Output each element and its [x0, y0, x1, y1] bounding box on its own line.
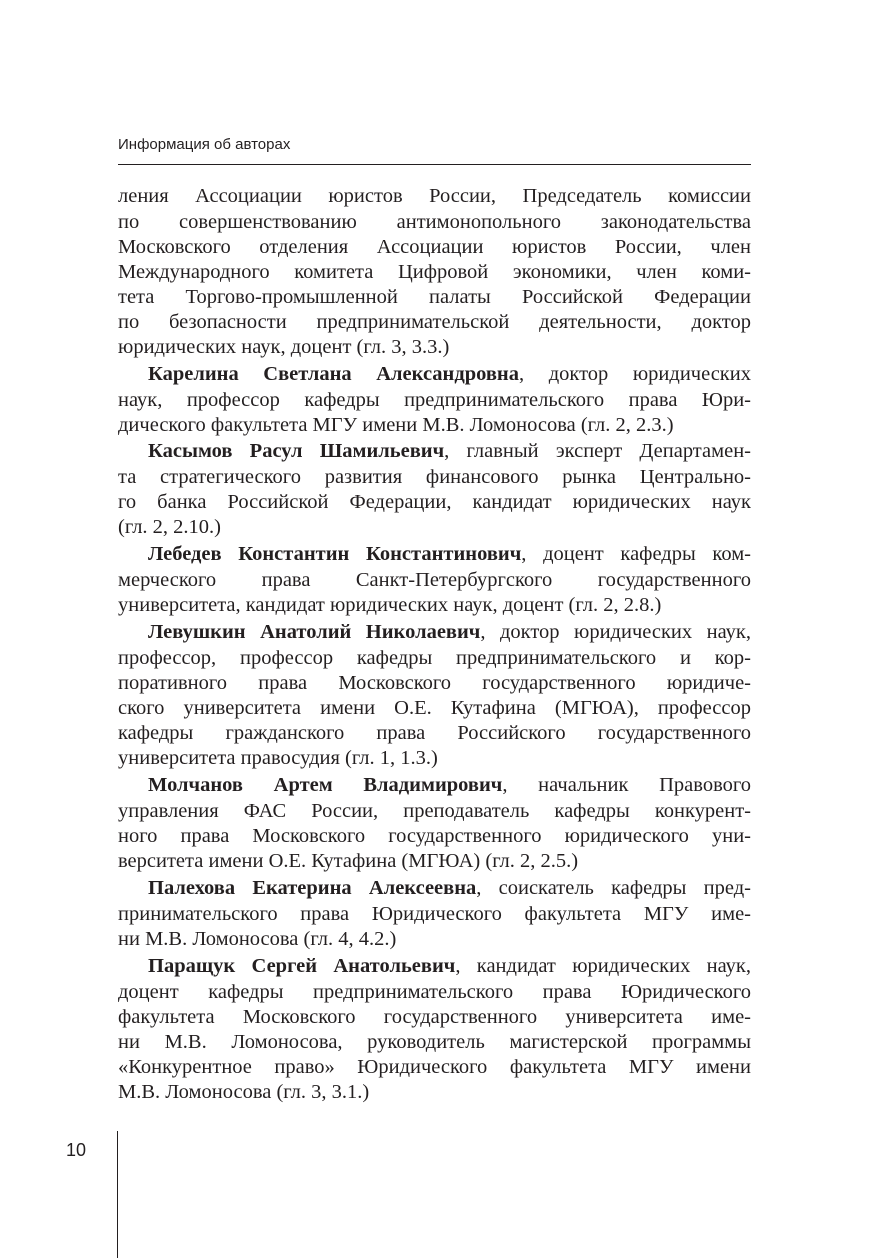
- text-line: поративного права Московского государственного юридиче-: [118, 672, 751, 694]
- author-entry-first-line: Паращук Сергей Анатольевич, кандидат юридических наук,: [148, 955, 752, 977]
- text-line: ского университета имени О.Е. Кутафина (МГЮА), профессор: [118, 697, 751, 719]
- text-line: принимательского права Юридического факультета МГУ име-: [118, 903, 751, 925]
- author-name: Паращук Сергей Анатольевич: [148, 955, 456, 977]
- running-header: Информация об авторах: [118, 136, 291, 153]
- text-line: наук, профессор кафедры предпринимательского права Юри-: [118, 389, 751, 411]
- author-entry-first-line: Карелина Светлана Александровна, доктор юридических: [148, 363, 751, 385]
- text-line: ни М.В. Ломоносова (гл. 4, 4.2.): [118, 928, 397, 950]
- text-line: (гл. 2, 2.10.): [118, 516, 222, 538]
- text-line: доцент кафедры предпринимательского права Юридического: [118, 981, 751, 1003]
- margin-rule: [117, 1131, 118, 1258]
- text-line: «Конкурентное право» Юридического факультета МГУ имени: [118, 1056, 751, 1078]
- text-line: тета Торгово-промышленной палаты Российской Федерации: [118, 286, 751, 308]
- text-line: профессор, профессор кафедры предпринимательского и кор-: [118, 647, 751, 669]
- text-line: кафедры гражданского права Российского государственного: [118, 722, 751, 744]
- text-line: Международного комитета Цифровой экономики, член коми-: [118, 261, 751, 283]
- text-line: ного права Московского государственного юридического уни-: [118, 825, 751, 847]
- text-line: факультета Московского государственного университета име-: [118, 1006, 751, 1028]
- page-number: 10: [66, 1140, 87, 1160]
- text-line: юридических наук, доцент (гл. 3, 3.3.): [118, 336, 450, 358]
- text-line: мерческого права Санкт-Петербургского государственного: [118, 569, 751, 591]
- text-line: М.В. Ломоносова (гл. 3, 3.1.): [118, 1081, 370, 1103]
- text-line: по совершенствованию антимонопольного законодательства: [118, 211, 751, 233]
- author-name: Лебедев Константин Константинович: [148, 543, 522, 565]
- text-line: ления Ассоциации юристов России, Председатель комиссии: [118, 185, 751, 207]
- header-rule: [118, 164, 751, 165]
- author-name: Левушкин Анатолий Николаевич: [148, 621, 481, 643]
- text-line: дического факультета МГУ имени М.В. Ломоносова (гл. 2, 2.3.): [118, 414, 674, 436]
- author-name: Молчанов Артем Владимирович: [148, 774, 503, 796]
- text-line: го банка Российской Федерации, кандидат юридических наук: [118, 491, 751, 513]
- text-line: верситета имени О.Е. Кутафина (МГЮА) (гл. 2, 2.5.): [118, 850, 579, 872]
- text-line: университета, кандидат юридических наук, доцент (гл. 2, 2.8.): [118, 594, 662, 616]
- text-line: по безопасности предпринимательской деятельности, доктор: [118, 311, 751, 333]
- text-line: ни М.В. Ломоносова, руководитель магистерской программы: [118, 1031, 751, 1053]
- author-entry-first-line: Молчанов Артем Владимирович, начальник Правового: [148, 774, 752, 796]
- author-entry-first-line: Лебедев Константин Константинович, доцент кафедры ком-: [148, 543, 752, 565]
- author-entry-first-line: Палехова Екатерина Алексеевна, соискатель кафедры пред-: [148, 877, 751, 899]
- author-name: Карелина Светлана Александровна: [148, 363, 519, 385]
- author-entry-first-line: Касымов Расул Шамильевич, главный эксперт Департамен-: [148, 440, 751, 462]
- author-entry-first-line: Левушкин Анатолий Николаевич, доктор юридических наук,: [148, 621, 752, 643]
- text-line: управления ФАС России, преподаватель кафедры конкурент-: [118, 800, 751, 822]
- text-line: Московского отделения Ассоциации юристов России, член: [118, 236, 751, 258]
- text-line: та стратегического развития финансового рынка Центрально-: [118, 466, 751, 488]
- text-line: университета правосудия (гл. 1, 1.3.): [118, 747, 438, 769]
- author-name: Касымов Расул Шамильевич: [148, 440, 445, 462]
- author-name: Палехова Екатерина Алексеевна: [148, 877, 477, 899]
